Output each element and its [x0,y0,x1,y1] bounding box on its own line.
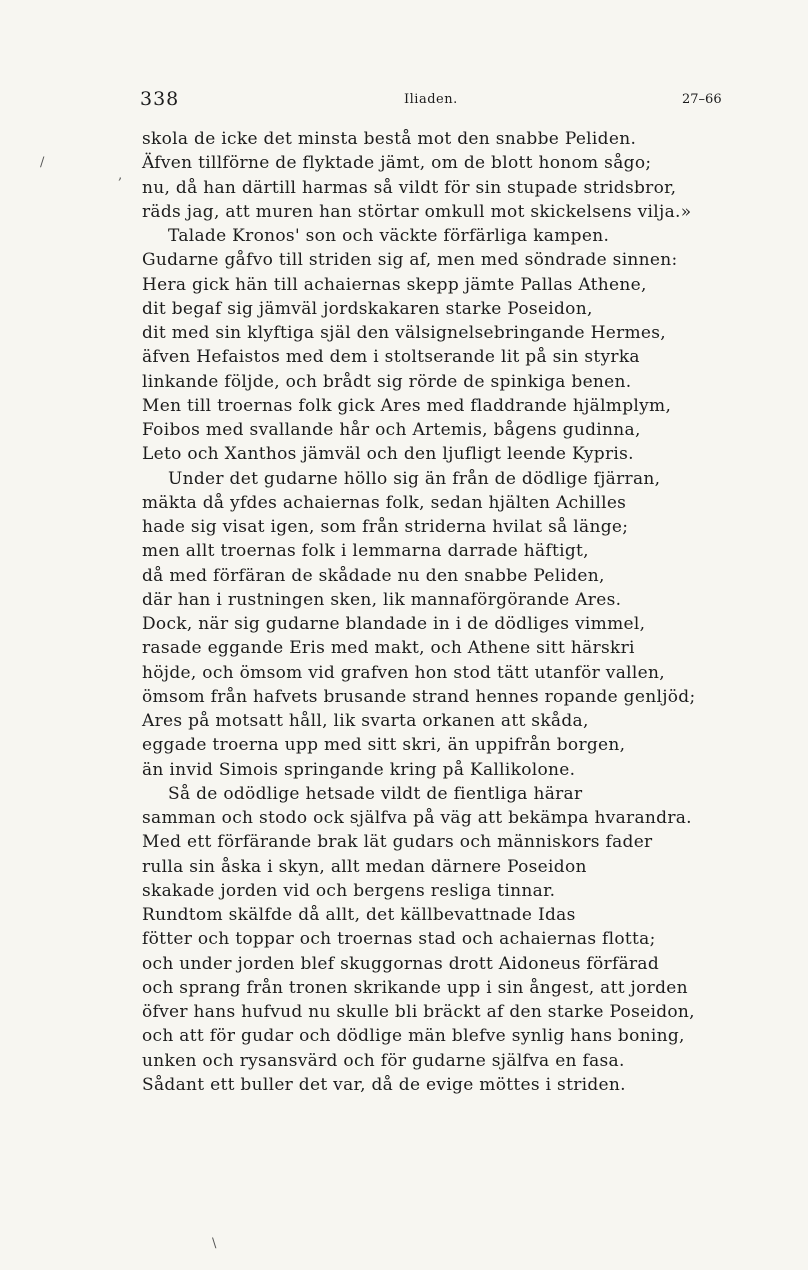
page-number: 338 [140,88,180,110]
verse-line: och sprang från tronen skrikande upp i sin ångest, att jorden [142,977,688,998]
verse-line: Leto och Xanthos jämväl och den ljufligt leende Kypris. [142,444,634,465]
verse-line: Under det gudarne höllo sig än från de dödlige fjärran, [168,468,661,489]
verse-line: linkande följde, och brådt sig rörde de spinkiga benen. [142,371,632,392]
verse-line: där han i rustningen sken, lik mannaförgörande Ares. [142,589,622,610]
scan-mark: \ [212,1236,217,1251]
verse-line: Äfven tillförne de flyktade jämt, om de blott honom sågo; [142,153,652,174]
verse-line: Men till troernas folk gick Ares med fladdrande hjälmplym, [142,395,672,416]
verse-line: unken och rysansvärd och för gudarne själfva en fasa. [142,1050,625,1071]
verse-line: ömsom från hafvets brusande strand hennes ropande genljöd; [142,686,696,707]
verse-line: skakade jorden vid och bergens resliga tinnar. [142,880,556,901]
verse-line: öfver hans hufvud nu skulle bli bräckt af den starke Poseidon, [142,1002,695,1022]
verse-line: och under jorden blef skuggornas drott Aidoneus förfärad [142,953,660,974]
verse-line: hade sig visat igen, som från striderna hvilat så länge; [142,517,629,537]
verse-line: Så de odödlige hetsade vildt de fientliga härar [168,783,583,804]
verse-line: eggade troerna upp med sitt skri, än uppifrån borgen, [142,735,626,756]
verse-line: då med förfäran de skådade nu den snabbe Peliden, [142,565,605,586]
verse-line: Ares på motsatt håll, lik svarta orkanen att skåda, [142,711,589,731]
verse-line: Med ett förfärande brak lät gudars och människors fader [142,832,653,853]
verse-line: Foibos med svallande hår och Artemis, bågens gudinna, [142,420,641,440]
verse-line: rulla sin åska i skyn, allt medan därnere Poseidon [142,856,587,877]
verse-line: Talade Kronos' son och väckte förfärliga kampen. [168,226,610,246]
verse-line: mäkta då yfdes achaiernas folk, sedan hjälten Achilles [142,492,627,513]
scan-mark: / [40,155,45,170]
line-range: 27–66 [682,92,722,107]
verse-line: Gudarne gåfvo till striden sig af, men med söndrade sinnen: [142,250,678,271]
verse-line: räds jag, att muren han störtar omkull mot skickelsens vilja.» [142,201,692,222]
verse-line: Sådant ett buller det var, då de evige möttes i striden. [142,1074,626,1095]
verse-line: rasade eggande Eris med makt, och Athene sitt härskri [142,638,635,659]
verse-line: samman och stodo ock själfva på väg att bekämpa hvarandra. [142,808,692,828]
verse-line: än invid Simois springande kring på Kallikolone. [142,759,576,780]
verse-line: dit med sin klyftiga själ den välsignelsebringande Hermes, [142,323,667,343]
verse-line: äfven Hefaistos med dem i stoltserande lit på sin styrka [142,347,640,368]
verse-line: nu, då han därtill harmas så vildt för sin stupade stridsbror, [142,177,677,198]
verse-line: skola de icke det minsta bestå mot den snabbe Peliden. [142,129,637,149]
running-title: Iliaden. [404,92,458,107]
verse-line: dit begaf sig jämväl jordskakaren starke Poseidon, [142,298,593,319]
verse-line: fötter och toppar och troernas stad och achaiernas flotta; [142,929,656,950]
verse-line: Rundtom skälfde då allt, det källbevattnade Idas [142,905,576,925]
verse-line: Dock, när sig gudarne blandade in i de dödliges vimmel, [142,614,646,634]
verse-line: och att för gudar och dödlige män blefve synlig hans boning, [142,1026,685,1047]
scan-mark: ‚ [118,168,123,183]
verse-line: men allt troernas folk i lemmarna darrade häftigt, [142,541,589,562]
verse-text-block [142,127,742,1097]
verse-line: höjde, och ömsom vid grafven hon stod tätt utanför vallen, [142,662,665,683]
verse-line: Hera gick hän till achaiernas skepp jämte Pallas Athene, [142,274,647,295]
